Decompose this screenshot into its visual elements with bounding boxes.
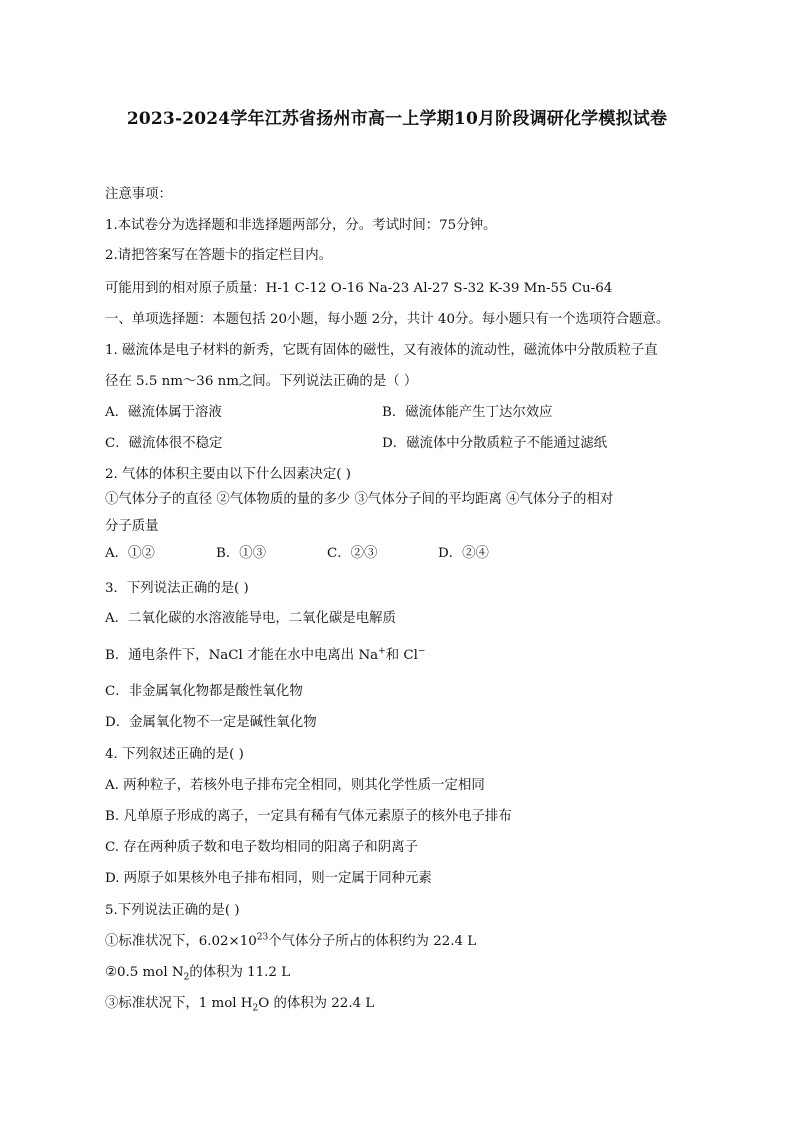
q3-option-b-text2: 和 Cl [385,648,418,663]
q3-option-b [105,647,425,665]
q3-stem: 3．下列说法正确的是( ) [105,581,249,596]
section-heading: 一、单项选择题：本题包括 20小题，每小题 2分，共计 40分。每小题只有一个选项符合题意。 [105,312,670,327]
q4-stem: 4. 下列叙述正确的是( ) [105,747,244,762]
q4-option-a: A. 两种粒子，若核外电子排布完全相同，则其化学性质一定相同 [105,778,485,793]
notes-heading: 注意事项： [105,187,172,202]
exponent: 23 [256,932,269,943]
q3-option-a: A．二氧化碳的水溶液能导电，二氧化碳是电解质 [105,611,396,626]
q5-item-2 [105,964,290,982]
atomic-masses: 可能用到的相对原子质量：H-1 C-12 O-16 Na-23 Al-27 S-32 K-39 Mn-55 Cu-64 [105,281,613,296]
q4-option-c: C. 存在两种质子数和电子数均相同的阳离子和阴离子 [105,840,418,855]
q3-option-b-text: B．通电条件下，NaCl 才能在水中电离出 Na [105,648,379,663]
q5-item-3 [105,995,374,1013]
q1-stem-line2: 径在 5.5 nm～36 nm之间。下列说法正确的是（ ） [105,374,418,389]
q1-option-d: D．磁流体中分散质粒子不能通过滤纸 [382,436,607,451]
sodium-charge: + [378,646,386,657]
note-1: 1.本试卷分为选择题和非选择题两部分，分。考试时间：75分钟。 [105,218,497,233]
q5-item-1 [105,933,476,951]
q5-item-1-text2: 个气体分子所占的体积约为 22.4 L [268,934,477,949]
q2-option-d: D．②④ [438,546,489,561]
q2-option-a: A．①② [105,546,155,561]
q2-items-line1: ①气体分子的直径 ②气体物质的量的多少 ③气体分子间的平均距离 ④气体分子的相对 [105,492,614,507]
q2-stem: 2. 气体的体积主要由以下什么因素决定( ) [105,467,351,482]
q3-option-c: C．非金属氧化物都是酸性氧化物 [105,684,303,699]
q2-items-line2: 分子质量 [105,519,159,534]
note-2: 2.请把答案写在答题卡的指定栏目内。 [105,248,333,263]
q5-item-2-text2: 的体积为 11.2 L [189,965,291,980]
page-title: 2023-2024学年江苏省扬州市高一上学期10月阶段调研化学模拟试卷 [126,109,668,129]
q1-option-c: C．磁流体很不稳定 [105,436,223,451]
q5-item-1-text: ①标准状况下，6.02×10 [105,934,257,949]
q1-option-b: B．磁流体能产生丁达尔效应 [382,405,553,420]
q2-option-c: C．②③ [327,546,378,561]
q4-option-d: D. 两原子如果核外电子排布相同，则一定属于同种元素 [105,871,432,886]
q5-item-3-text2: O 的体积为 22.4 L [258,996,375,1011]
q5-stem: 5.下列说法正确的是( ) [105,903,240,918]
q5-item-2-text: ②0.5 mol N [105,965,184,980]
q3-option-d: D．金属氧化物不一定是碱性氧化物 [105,715,317,730]
q5-item-3-text: ③标准状况下，1 mol H [105,996,253,1011]
q1-stem-line1: 1. 磁流体是电子材料的新秀，它既有固体的磁性，又有液体的流动性，磁流体中分散质粒子直 [105,343,658,358]
q4-option-b: B. 凡单原子形成的离子，一定具有稀有气体元素原子的核外电子排布 [105,809,512,824]
q2-option-b: B．①③ [216,546,267,561]
subscript: 2 [252,1003,259,1014]
subscript: 2 [183,972,190,983]
chloride-charge: − [417,646,426,657]
q1-option-a: A．磁流体属于溶液 [105,405,222,420]
